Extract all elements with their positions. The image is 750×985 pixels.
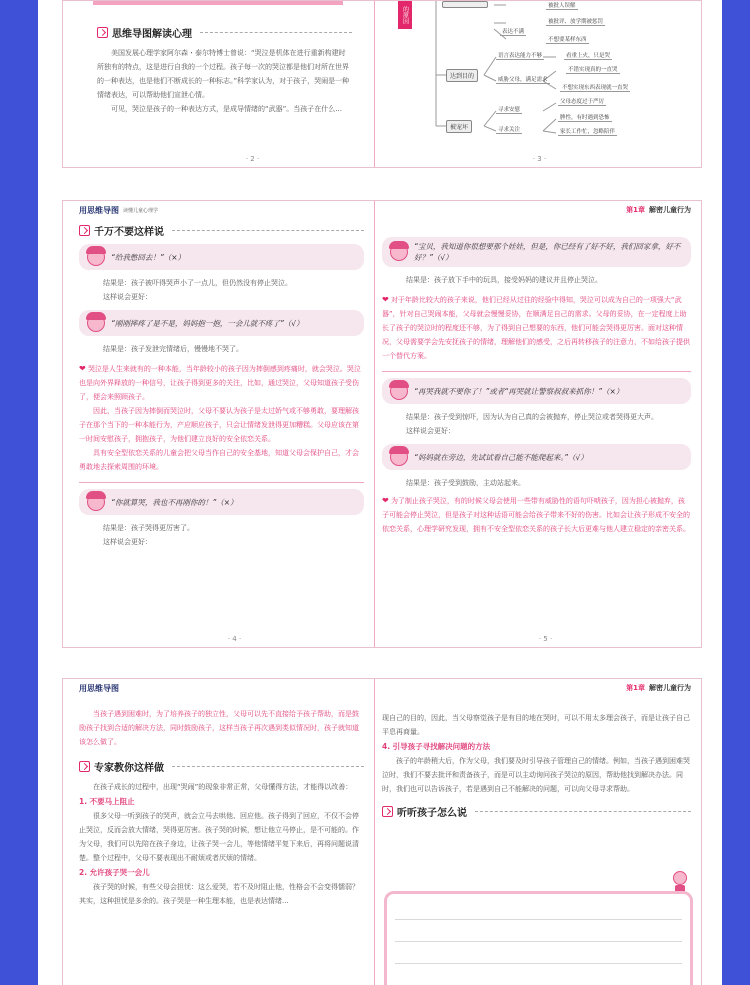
mindmap-node: 达到目的	[446, 69, 478, 82]
page-6	[63, 679, 375, 985]
chapter-header	[382, 681, 691, 695]
subheading: 2. 允许孩子哭一会儿	[79, 868, 150, 877]
mindmap-lines	[376, 1, 703, 167]
writing-box	[384, 891, 693, 985]
page-number: · 4 ·	[227, 635, 242, 643]
mindmap-leaf: 父母态度过于严厉	[560, 99, 605, 105]
section-header	[97, 25, 352, 40]
spread-1	[62, 0, 702, 168]
paragraph: 美国发展心理学家阿尔森・泰尔特博士曾说：“哭泣是机体在进行重新构建时所独有的特点，这是进行自我的一个过程。孩子每一次的哭泣都是他们对所在世界的一种表达，也是他们不断成长的一种标志。”科学家认为，对于孩子，哭闹是一种情绪表达，可以帮助他们宣泄心情。	[97, 49, 350, 99]
quote-text: “妈妈就在旁边，先试试看自己能不能爬起来。”（√）	[414, 452, 588, 462]
heart-icon: ❤	[382, 496, 389, 505]
book-preview-canvas	[38, 0, 722, 985]
mindmap-leaf: 被批人误解	[548, 3, 576, 9]
pink-paragraph	[382, 293, 691, 363]
mindmap-root	[442, 1, 488, 8]
better-label: 这样说会更好：	[103, 293, 152, 301]
result-text: 结果是：孩子被吓得哭声小了一点儿，但仍然没有停止哭泣。	[103, 279, 292, 287]
mindmap-leaf: 被批评、放学期被惩罚	[548, 19, 604, 25]
chapter-number: 第1章	[626, 206, 645, 214]
child-figure-icon	[673, 871, 689, 893]
paragraph: 很多父母一听到孩子的哭声，就会立马去哄他、回应他。孩子得到了回应，不仅不会停止哭泣，反而会放大情绪，哭得更厉害。孩子哭的时候，想让他立马停止，是不可能的。作为父母，我们可以先陪在孩子身边，让孩子哭一会儿，等他情绪平复下来后，再将问题说清楚。整个过程中，父母不要表现出不耐烦或者厌烦的情绪。	[79, 812, 359, 862]
subheading: 4. 引导孩子寻找解决问题的方法	[382, 742, 491, 751]
page-7	[376, 679, 703, 985]
pink-paragraph	[79, 362, 364, 404]
pink-paragraph: 当孩子遇到困难时，为了培养孩子的独立性，父母可以先不直接给予孩子帮助，而是鼓励孩子找到合适的解决方法，同时鼓励孩子，这样当孩子再次遇到类似情况时，孩子就知道该怎么做了。	[79, 710, 359, 746]
paragraph: 可见，哭泣是孩子的一种表达方式，是成导情绪的“武器”。当孩子在什么...	[111, 105, 342, 113]
quote-bubble	[79, 244, 364, 270]
quote-bubble	[382, 378, 691, 404]
section-header	[79, 223, 364, 238]
side-tab: 的原因	[398, 1, 412, 29]
dashed-rule	[475, 811, 691, 812]
writing-lines	[395, 898, 682, 985]
arrow-box-icon	[382, 806, 393, 817]
result-text: 结果是：孩子受到惊吓，因为认为自己真的会被抛弃，停止哭泣或者哭得更大声。	[406, 413, 658, 421]
section-header	[79, 759, 364, 774]
spread-2	[62, 200, 702, 648]
better-label: 这样说会更好：	[406, 427, 455, 435]
quote-text: “再哭我就不要你了！”或者“再哭就让警察叔叔来抓你！”（×）	[414, 386, 624, 396]
page-2	[63, 1, 375, 167]
mindmap-leaf: 寻求关注	[498, 127, 521, 133]
result-text: 结果是：孩子受到鼓励，主动站起来。	[406, 479, 525, 487]
child-face-icon	[390, 243, 408, 261]
dashed-rule	[172, 766, 364, 767]
pink-paragraph: 因此，当孩子因为摔倒而哭泣时，父母不要认为孩子是太过娇气或不够勇敢，要理解孩子在那个当下的一种本能行为，产应顺应孩子，只会让情绪发泄得更加糟糕。父母应该在第一时间安慰孩子，拥抱孩子，为他们建立良好的安全依恋关系。	[79, 407, 359, 443]
mindmap-node: 被宠坏	[446, 120, 472, 133]
quote-bubble	[79, 489, 364, 515]
arrow-box-icon	[97, 27, 108, 38]
logo-text: 用思维导图	[79, 683, 119, 693]
child-face-icon	[87, 314, 105, 332]
pink-paragraph	[382, 494, 691, 536]
quote-text: “刚刚摔疼了是不是，妈妈抱一抱，一会儿就不疼了”（√）	[111, 318, 304, 328]
result-text: 结果是：孩子放下手中的玩具，接受妈妈的建议并且停止哭泣。	[406, 276, 602, 284]
page-5	[376, 201, 703, 647]
chapter-title: 解密儿童行为	[649, 206, 691, 214]
quote-bubble	[382, 237, 691, 267]
child-face-icon	[390, 382, 408, 400]
quote-bubble	[382, 444, 691, 470]
chapter-number: 第1章	[626, 684, 645, 692]
page-number: · 3 ·	[532, 155, 547, 163]
section-title: 听听孩子怎么说	[397, 808, 467, 819]
mindmap-leaf: 家长工作忙，忽略陪伴	[560, 129, 616, 135]
heart-icon: ❤	[382, 295, 389, 304]
chapter-title: 解密儿童行为	[649, 684, 691, 692]
spread-3	[62, 678, 702, 985]
quote-bubble	[79, 310, 364, 336]
page-number: · 5 ·	[538, 635, 553, 643]
mindmap-leaf: 看重上火，只是哭	[566, 53, 611, 59]
book-logo	[79, 681, 364, 695]
mindmap-leaf: 表达不满	[502, 29, 525, 35]
pink-text: 为了制止孩子哭泣，有的时候父母会使用一些带有威胁性的语句吓唬孩子，因为担心被抛弃，孩子可能会停止哭泣，但是孩子对这种话语可能会给孩子带来不好的伤害。比如会让孩子形成不安全的依恋关系，心理学研究发现，拥有不安全型依恋关系的孩子长大后更难与他人建立稳定的亲密关系。	[382, 497, 690, 533]
child-face-icon	[390, 448, 408, 466]
mindmap-leaf: 脾性，有时遇到恐怖	[560, 115, 610, 121]
pink-paragraph: 具有安全型依恋关系的儿童会把父母当作自己的安全基地，知道父母会保护自己，才会勇敢地去探索周围的环境。	[79, 449, 359, 471]
section-title: 千万不要这样说	[94, 227, 164, 238]
arrow-box-icon	[79, 761, 90, 772]
quote-text: “宝贝，我知道你很想要那个娃娃，但是，你已经有了好不好，我们回家拿，好不好？”（√）	[414, 242, 681, 262]
child-face-icon	[87, 493, 105, 511]
heart-icon: ❤	[79, 364, 86, 373]
chapter-header	[382, 203, 691, 217]
subheading: 1. 不要马上阻止	[79, 797, 135, 806]
page-number: · 2 ·	[245, 155, 260, 163]
book-logo	[79, 203, 364, 217]
paragraph: 现自己的目的，因此，当父母察觉孩子是有目的地在哭时，可以不用太多理会孩子，而是让孩子自己平息再商量。	[382, 714, 690, 736]
quote-text: “给我憋回去！”（×）	[111, 252, 186, 262]
mindmap-leaf: 不错实现真的一直哭	[568, 67, 618, 73]
logo-subtitle: 读懂儿童心理学	[123, 207, 159, 214]
dashed-rule	[200, 32, 352, 33]
pink-text: 对于年龄比较大的孩子来说，他们已经从过往的经验中得知，哭泣可以成为自己的一项强大“武器”，针对自己哭闹本能，父母就会慢慢妥协，在顺满足自己的需求。父母的妥协，在一定程度上助长了孩子的哭泣时的程度还不够，为了得到自己想要的东西，他们可能会哭得更厉害。面对这种情况，父母需要学会先安抚孩子的情绪，理解他们的感受，之后再转移孩子的注意力，不如给孩子提供一个替代方案。	[382, 296, 690, 360]
page-4	[63, 201, 375, 647]
result-text: 结果是：孩子哭得更厉害了。	[103, 524, 194, 532]
mindmap-leaf: 不想要某样东西	[548, 37, 587, 43]
section-title: 专家教你这样做	[94, 763, 164, 774]
arrow-box-icon	[79, 225, 90, 236]
section-header	[382, 804, 691, 819]
logo-text: 用思维导图	[79, 205, 119, 215]
section-title: 思维导图解读心理	[112, 29, 192, 40]
mindmap-leaf: 威胁父母，满足需求	[498, 77, 548, 83]
page-3	[376, 1, 703, 167]
better-label: 这样说会更好：	[103, 538, 152, 546]
paragraph: 在孩子成长的过程中，出现“哭闹”的现象非常正常，父母懂得方法，才能得以改善：	[93, 783, 353, 791]
result-text: 结果是：孩子发泄完情绪后，慢慢地不哭了。	[103, 345, 243, 353]
quote-text: “你就算哭，我也不再刚你的！”（×）	[111, 497, 238, 507]
paragraph: 孩子哭的时候，有些父母会担忧：这么爱哭，若不及时阻止他，性格会不会变得懦弱？其实，这种担忧是多余的。孩子哭是一种生理本能，也是表达情绪...	[79, 883, 359, 905]
mindmap-leaf: 不想实现东西表现就一直哭	[562, 85, 629, 91]
pink-bar	[93, 1, 343, 5]
pink-text: 哭泣是人生来就有的一种本能，当年龄较小的孩子因为摔倒感到疼痛时，就会哭泣。哭泣也是向外界释放的一种信号，让孩子得到更多的关注，比如，通过哭泣，父母知道孩子受伤了，便会来照顾孩子。	[79, 365, 361, 401]
paragraph: 孩子的年龄稍大后，作为父母，我们要及时引导孩子管理自己的情绪。例如，当孩子遇到困难哭泣时，我们不要去批评和责备孩子，而是可以主动询问孩子哭泣的原因，帮助他找到解决办法。同时，我们也可以告诉孩子，若是遇到自己不能解决的问题，可以向父母寻求帮助。	[382, 757, 690, 793]
mindmap-leaf: 寻求安慰	[498, 107, 521, 113]
mindmap-leaf: 语言表达能力不够	[498, 53, 543, 59]
divider	[382, 371, 691, 372]
dashed-rule	[172, 230, 364, 231]
divider	[79, 482, 364, 483]
child-face-icon	[87, 248, 105, 266]
